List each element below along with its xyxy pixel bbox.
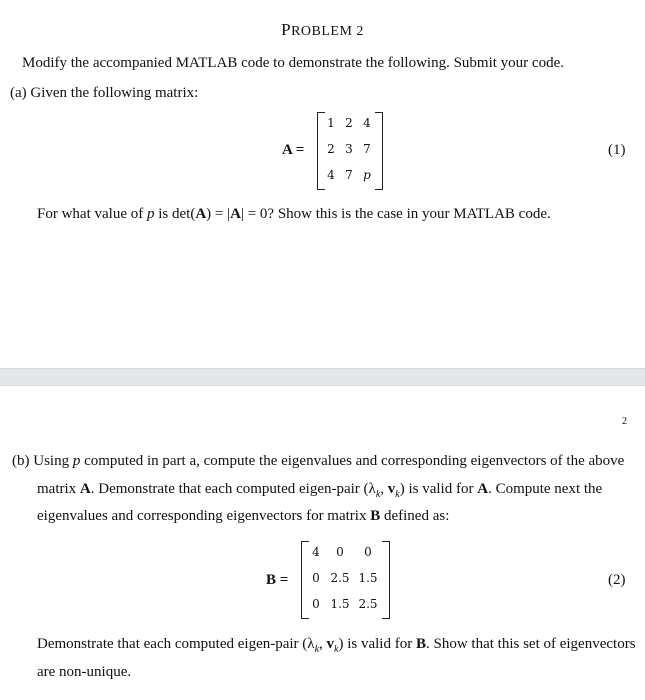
equation-number-1: (1) (608, 142, 626, 158)
matrix-a-cell: 7 (345, 168, 353, 182)
matrix-b-right-bracket (382, 541, 390, 619)
part-a-question: For what value of p is det(A) = |A| = 0? Show this is the case in your MATLAB code. (37, 206, 551, 222)
matrix-a-lhs: A = (282, 142, 305, 158)
page-separator (0, 368, 645, 386)
matrix-a-cell: 2 (327, 142, 335, 156)
matrix-b-cell: 0 (312, 597, 320, 611)
matrix-b (306, 545, 382, 623)
matrix-a-right-bracket (375, 112, 383, 190)
equation-number-2: (2) (608, 572, 626, 588)
matrix-a-cell: 4 (327, 168, 335, 182)
matrix-b-cell: 2.5 (330, 571, 350, 585)
part-a-label: (a) Given the following matrix: (10, 85, 199, 101)
matrix-a-cell: 4 (363, 116, 371, 130)
part-b-line-1: (b) Using p computed in part a, compute the eigenvalues and corresponding eigenvectors of the above (12, 453, 625, 469)
matrix-a-cell: p (363, 168, 371, 182)
part-b-demo-line-1: Demonstrate that each computed eigen-pair ($\lambda_k$, $v_k$) is valid for B. Show that this set of eigenvectors (37, 636, 636, 655)
page-number: 2 (622, 416, 627, 427)
matrix-a-cell: 3 (345, 142, 353, 156)
matrix-b-lhs: B = (266, 572, 289, 588)
matrix-b-cell: 0 (336, 545, 344, 559)
matrix-b-cell: 4 (312, 545, 320, 559)
part-b-demo-line-2: are non-unique. (37, 664, 132, 680)
problem-title: PROBLEM 2 (281, 20, 364, 39)
matrix-b-cell: 2.5 (358, 597, 378, 611)
matrix-a-cell: 1 (327, 116, 335, 130)
matrix-b-cell: 0 (312, 571, 320, 585)
matrix-a (322, 116, 376, 194)
matrix-b-cell: 0 (364, 545, 372, 559)
matrix-a-cell: 7 (363, 142, 371, 156)
matrix-a-cell: 2 (345, 116, 353, 130)
part-b-line-2: matrix A. Demonstrate that each computed eigen-pair ($\lambda_k$, $v_k$) is valid for A. Compute next the (37, 481, 603, 500)
part-b-line-3: eigenvalues and corresponding eigenvectors for matrix B defined as: (37, 508, 450, 524)
intro-text: Modify the accompanied MATLAB code to demonstrate the following. Submit your code. (22, 55, 564, 71)
matrix-b-cell: 1.5 (330, 597, 350, 611)
matrix-b-cell: 1.5 (358, 571, 378, 585)
